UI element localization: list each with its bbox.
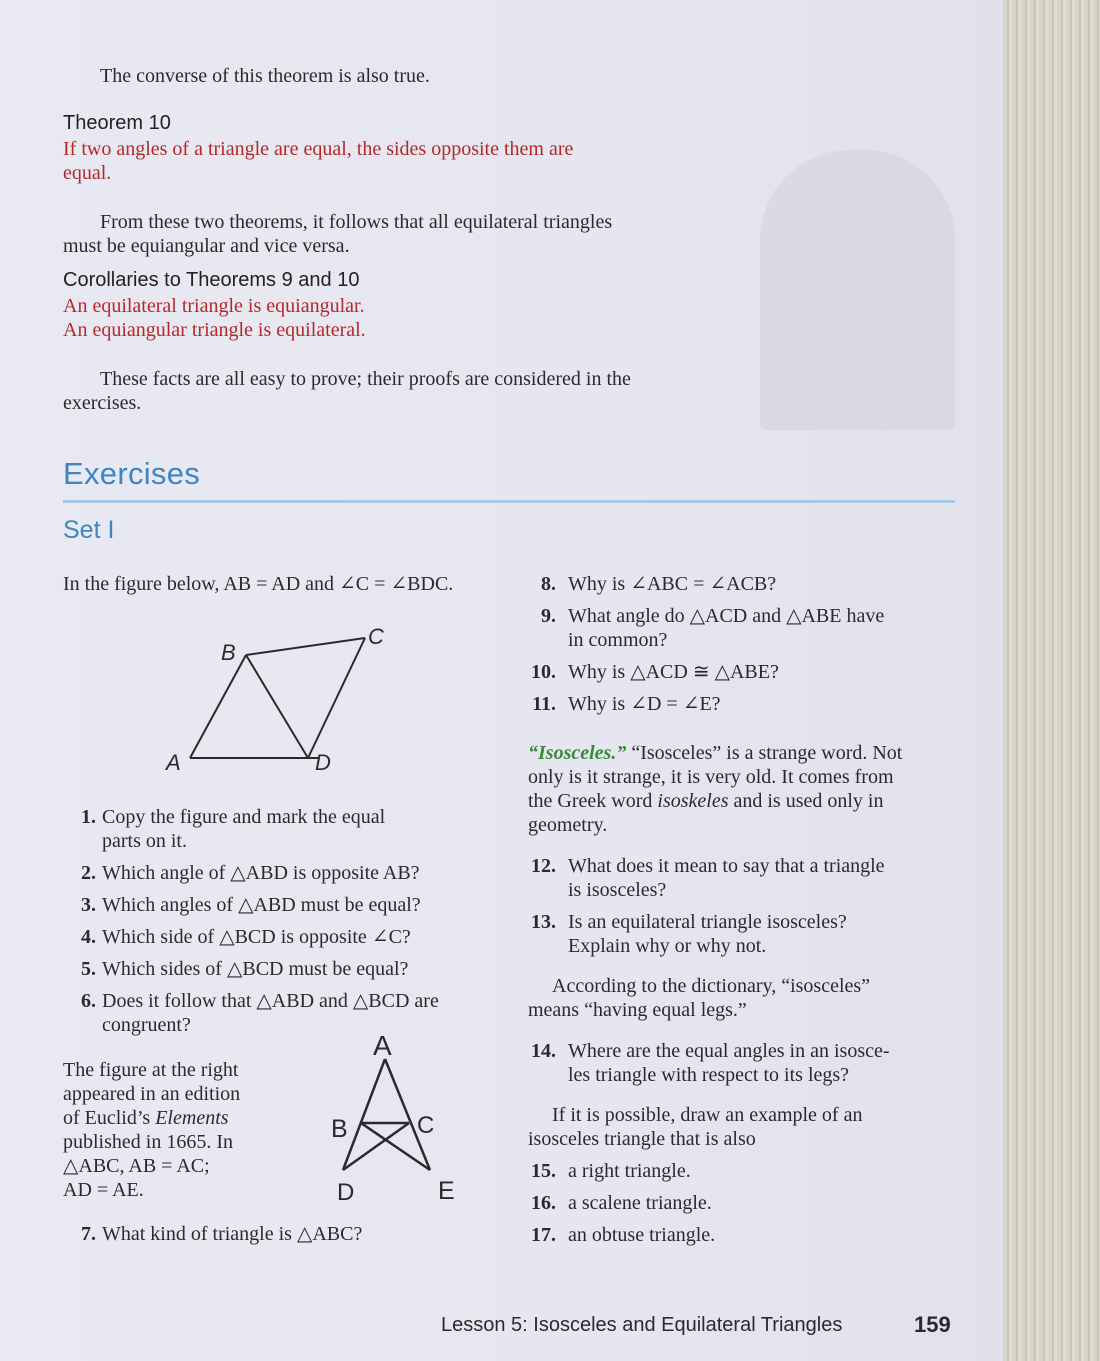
segment-ad	[343, 1059, 385, 1170]
question-text: Copy the figure and mark the equal	[102, 806, 386, 828]
segment-bd	[246, 655, 308, 758]
question-number: 16.	[531, 1192, 556, 1214]
question-text: What angle do △ACD and △ABE have	[568, 605, 885, 627]
question-text-cont: Explain why or why not.	[568, 935, 767, 957]
question-text: What kind of triangle is △ABC?	[102, 1223, 363, 1245]
isosceles-line-2: only is it strange, it is very old. It comes from	[528, 766, 894, 788]
question-text: Which angles of △ABD must be equal?	[102, 894, 421, 916]
corollaries-heading: Corollaries to Theorems 9 and 10	[63, 269, 360, 291]
label-b: B	[221, 640, 236, 665]
question-number: 11.	[532, 693, 556, 715]
question-number: 8.	[541, 573, 556, 595]
question-text: Which sides of △BCD must be equal?	[102, 958, 409, 980]
draw-line-2: isosceles triangle that is also	[528, 1128, 756, 1150]
euclid-line-4: published in 1665. In	[63, 1131, 233, 1153]
segment-cd	[308, 638, 365, 758]
question-number: 10.	[531, 661, 556, 683]
question-number: 3.	[81, 894, 96, 916]
elements-title: Elements	[155, 1107, 229, 1129]
question-number: 12.	[531, 855, 556, 877]
question-number: 4.	[81, 926, 96, 948]
isoskeles-word: isoskeles	[657, 790, 729, 812]
set-heading: Set I	[63, 516, 115, 544]
question-number: 13.	[531, 911, 556, 933]
question-number: 2.	[81, 862, 96, 884]
question-text-cont: in common?	[568, 629, 668, 651]
figure-intro: In the figure below, AB = AD and ∠C = ∠BDC.	[63, 573, 454, 595]
question-text: Why is ∠D = ∠E?	[568, 693, 721, 715]
question-number: 7.	[81, 1223, 96, 1245]
facts-line-2: exercises.	[63, 392, 142, 414]
question-text: Is an equilateral triangle isosceles?	[568, 911, 847, 933]
question-text: an obtuse triangle.	[568, 1224, 716, 1246]
question-number: 15.	[531, 1160, 556, 1182]
corollary-2: An equiangular triangle is equilateral.	[63, 319, 366, 341]
isosceles-line-3	[528, 789, 884, 813]
label-a: A	[373, 1030, 392, 1061]
question-number: 5.	[81, 958, 96, 980]
segment-bc	[246, 638, 365, 655]
question-text-cont: is isosceles?	[568, 879, 667, 901]
question-number: 6.	[81, 990, 96, 1012]
theorem-10-heading: Theorem 10	[63, 112, 171, 134]
euclid-line-3-text: of Euclid’s	[63, 1107, 156, 1129]
question-number: 14.	[531, 1040, 556, 1062]
label-c: C	[368, 624, 384, 649]
question-text: Why is △ACD ≅ △ABE?	[568, 661, 779, 683]
question-text: Which side of △BCD is opposite ∠C?	[102, 926, 411, 948]
isosceles-line-1-text: “Isosceles” is a strange word. Not	[626, 742, 903, 764]
exercises-rule	[63, 500, 955, 503]
segment-ab	[190, 655, 246, 758]
euclid-line-6: AD = AE.	[63, 1179, 144, 1201]
label-d: D	[337, 1179, 355, 1205]
dictionary-line-2: means “having equal legs.”	[528, 999, 747, 1021]
euclid-line-1: The figure at the right	[63, 1059, 239, 1081]
question-number: 17.	[531, 1224, 556, 1246]
exercises-heading: Exercises	[63, 456, 201, 491]
label-b: B	[331, 1115, 348, 1143]
isosceles-line-1	[528, 741, 902, 765]
question-text: Does it follow that △ABD and △BCD are	[102, 990, 439, 1012]
facts-line-1: These facts are all easy to prove; their proofs are considered in the	[100, 368, 631, 390]
label-e: E	[438, 1177, 455, 1205]
question-number: 9.	[541, 605, 556, 627]
isosceles-heading: “Isosceles.”	[528, 742, 627, 764]
question-text: What does it mean to say that a triangle	[568, 855, 885, 877]
question-text-cont: parts on it.	[102, 830, 187, 852]
isosceles-line-3-rest: and is used only in	[728, 790, 884, 812]
page-number: 159	[914, 1312, 951, 1337]
euclid-line-2: appeared in an edition	[63, 1083, 241, 1105]
label-d: D	[315, 750, 331, 775]
follows-line-2: must be equiangular and vice versa.	[63, 235, 350, 257]
label-a: A	[166, 750, 181, 775]
question-text: Which angle of △ABD is opposite AB?	[102, 862, 420, 884]
question-number: 1.	[81, 806, 96, 828]
draw-line-1: If it is possible, draw an example of an	[552, 1104, 863, 1126]
euclid-line-3	[63, 1106, 229, 1130]
question-text-cont: congruent?	[102, 1014, 191, 1036]
isosceles-line-4: geometry.	[528, 814, 608, 836]
euclid-line-5: △ABC, AB = AC;	[63, 1155, 210, 1177]
theorem-10-line-1: If two angles of a triangle are equal, the sides opposite them are	[63, 138, 574, 160]
converse-text: The converse of this theorem is also true.	[100, 65, 430, 87]
question-text: Where are the equal angles in an isosce-	[568, 1040, 890, 1062]
euclid-figure	[325, 1025, 465, 1205]
page-binding-edge	[1003, 0, 1100, 1361]
label-c: C	[417, 1112, 435, 1139]
lesson-footer: Lesson 5: Isosceles and Equilateral Triangles	[441, 1314, 843, 1336]
question-text: a scalene triangle.	[568, 1192, 712, 1214]
parallelogram-figure	[150, 620, 400, 780]
theorem-10-line-2: equal.	[63, 162, 112, 184]
dictionary-line-1: According to the dictionary, “isosceles”	[552, 975, 871, 997]
question-text: a right triangle.	[568, 1160, 691, 1182]
follows-line-1: From these two theorems, it follows that all equilateral triangles	[100, 211, 613, 233]
isosceles-line-3-text: the Greek word	[528, 790, 658, 812]
corollary-1: An equilateral triangle is equiangular.	[63, 295, 365, 317]
question-text: Why is ∠ABC = ∠ACB?	[568, 573, 777, 595]
show-through-shadow	[760, 150, 955, 430]
question-text-cont: les triangle with respect to its legs?	[568, 1064, 850, 1086]
